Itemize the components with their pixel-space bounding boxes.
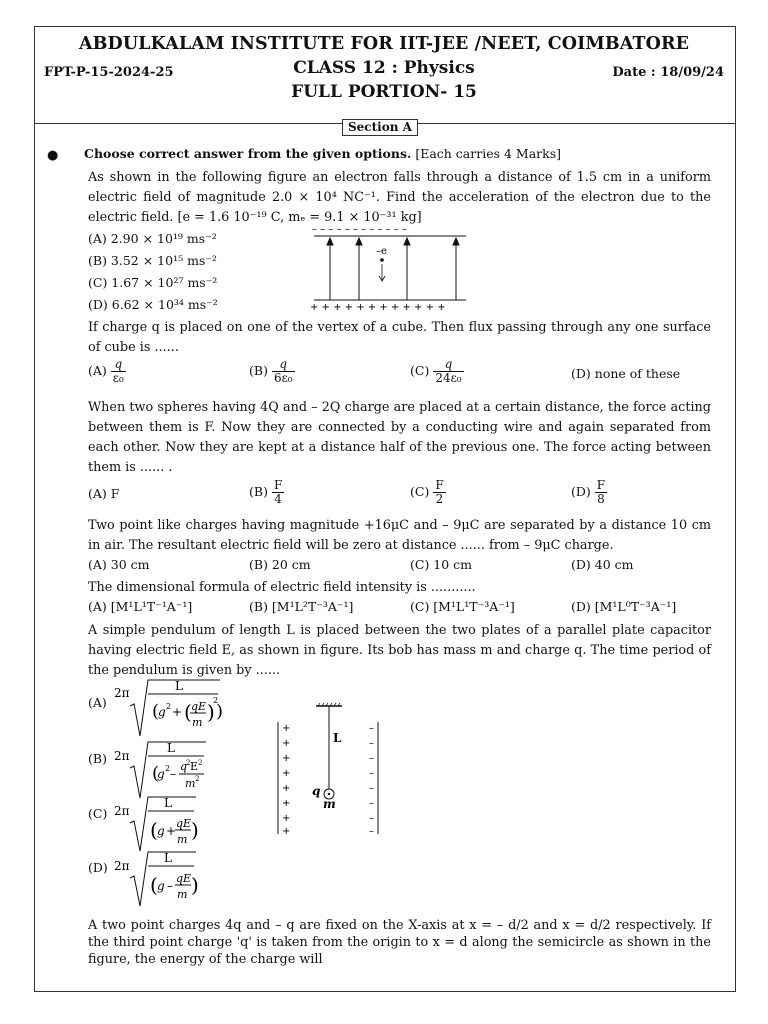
- q3-a-text: F: [110, 486, 120, 501]
- positive-plate-labels: [282, 723, 290, 837]
- svg-text:g: g: [157, 767, 165, 781]
- q3-option-c: [410, 479, 446, 506]
- svg-text:m: m: [177, 888, 188, 901]
- negative-plate-signs: – – – – – – – – – – – –: [312, 224, 407, 235]
- question-7-text: A two point charges 4q and – q are fixed on the X-axis at x = – d/2 and x = d/2 respectively. If the third point charge 'q' is taken from the origin to x = d along the semicircle as shown in the figure, the energy of the charge will: [88, 918, 711, 967]
- svg-text:2: 2: [166, 702, 172, 711]
- svg-text:E: E: [190, 760, 199, 773]
- svg-text:(: (: [184, 700, 192, 724]
- instruction: [84, 146, 561, 161]
- pendulum-length-label: L: [333, 731, 342, 745]
- q3-option-d: [571, 479, 607, 506]
- section-label: Section A: [342, 119, 418, 136]
- q2-c-label: (C): [410, 363, 430, 378]
- svg-text:–: –: [369, 783, 374, 794]
- q6-a-num: L: [175, 679, 183, 693]
- svg-text:): ): [191, 873, 199, 897]
- question-2-text: If charge q is placed on one of the vertex of a cube. Then flux passing through any one surface of cube is ......: [88, 320, 711, 355]
- svg-text:): ): [207, 700, 215, 724]
- q3-c-den: 2: [435, 492, 444, 506]
- bob-charge-label: q: [312, 784, 321, 798]
- svg-text:g: g: [157, 879, 165, 893]
- svg-text:qE: qE: [176, 817, 192, 830]
- test-code: FPT-P-15-2024-25: [44, 65, 174, 80]
- q4-option-d: (D) 40 cm: [571, 557, 634, 572]
- q3-b-den: 4: [274, 492, 282, 506]
- q5-option-a: (A) [M¹L¹T⁻¹A⁻¹]: [88, 599, 193, 614]
- q3-b-num: F: [273, 478, 283, 492]
- svg-text:+: +: [282, 798, 291, 809]
- svg-text:–: –: [369, 723, 374, 734]
- bullet-icon: ●: [47, 148, 59, 163]
- q6-d-label: (D): [88, 860, 108, 875]
- q2-b-den: 6ε₀: [273, 371, 293, 385]
- electron-field-figure: [310, 226, 470, 314]
- question-5-text: The dimensional formula of electric field intensity is ...........: [88, 580, 476, 595]
- q2-option-a: [88, 358, 126, 385]
- svg-text:2: 2: [195, 775, 200, 783]
- svg-text:2: 2: [186, 759, 191, 767]
- q2-d-text: none of these: [594, 366, 681, 381]
- q5-option-d: (D) [M¹L⁰T⁻³A⁻¹]: [571, 599, 677, 614]
- q2-option-b: [249, 358, 295, 385]
- svg-text:m: m: [177, 833, 188, 846]
- svg-text:–: –: [369, 738, 374, 749]
- svg-text:): ): [216, 701, 224, 722]
- q6-c-label: (C): [88, 806, 108, 821]
- bob-mass-label: m: [323, 797, 336, 811]
- q4-option-c: (C) 10 cm: [410, 557, 473, 572]
- q5-option-c: (C) [M¹L¹T⁻³A⁻¹]: [410, 599, 515, 614]
- electron-label: –e: [376, 246, 387, 257]
- svg-text:m: m: [192, 716, 203, 729]
- q1-option-b: (B) 3.52 × 10¹⁵ ms⁻²: [88, 253, 217, 268]
- negative-plate-labels: [369, 723, 374, 837]
- question-3-text: When two spheres having 4Q and – 2Q charge are placed at a certain distance, the force acting between them is F. Now they are connected by a conducting wire and again separated from each other. Now they are kept at a distance half of the previous one. The force acting between them is ...... .: [88, 400, 711, 475]
- q6-d-num: L: [164, 851, 172, 865]
- svg-text:+: +: [282, 768, 291, 779]
- svg-text:(: (: [150, 873, 158, 897]
- svg-text:+: +: [282, 738, 291, 749]
- svg-text:+: +: [282, 826, 291, 837]
- q2-b-num: q: [272, 358, 295, 372]
- class-subject: CLASS 12 : Physics: [293, 58, 475, 78]
- svg-text:+: +: [166, 824, 177, 838]
- q6-b-2pi: 2π: [114, 749, 130, 763]
- svg-text:–: –: [369, 753, 374, 764]
- q6-c-2pi: 2π: [114, 804, 130, 818]
- test-date: Date : 18/09/24: [612, 65, 724, 80]
- svg-text:2: 2: [198, 759, 203, 767]
- svg-text:–: –: [369, 826, 374, 837]
- q3-d-label: (D): [571, 484, 591, 499]
- q2-option-c: [410, 358, 464, 385]
- svg-text:+: +: [282, 783, 291, 794]
- q6-formula-d: [112, 848, 212, 908]
- svg-text:g: g: [158, 705, 166, 719]
- svg-text:–: –: [170, 767, 176, 781]
- svg-text:m: m: [185, 777, 196, 790]
- svg-text:g: g: [157, 824, 165, 838]
- q3-a-label: (A): [88, 486, 107, 501]
- svg-text:–: –: [369, 798, 374, 809]
- q6-formula-b: [112, 738, 212, 800]
- q3-b-label: (B): [249, 484, 268, 499]
- q2-a-den: ε₀: [112, 371, 124, 385]
- svg-text:2: 2: [213, 696, 219, 705]
- q6-b-label: (B): [88, 751, 107, 766]
- portion-title: FULL PORTION- 15: [291, 82, 477, 102]
- q3-option-b: [249, 479, 284, 506]
- q2-a-num: q: [111, 358, 126, 372]
- q4-option-b: (B) 20 cm: [249, 557, 311, 572]
- svg-text:2: 2: [165, 764, 171, 773]
- q2-c-num: q: [433, 358, 463, 372]
- positive-plate-signs: + + + + + + + + + + + +: [310, 302, 446, 313]
- q2-a-label: (A): [88, 363, 107, 378]
- q5-option-b: (B) [M¹L²T⁻³A⁻¹]: [249, 599, 354, 614]
- institute-name: ABDULKALAM INSTITUTE FOR IIT-JEE /NEET, COIMBATORE: [78, 34, 690, 54]
- q3-c-label: (C): [410, 484, 430, 499]
- q6-d-2pi: 2π: [114, 859, 130, 873]
- q2-option-d: [571, 366, 680, 381]
- svg-text:–: –: [167, 879, 173, 893]
- question-4-text: Two point like charges having magnitude +16μC and – 9μC are separated by a distance 10 cm in air. The resultant electric field will be zero at distance ...... from – 9μC charge.: [88, 518, 711, 553]
- q2-d-label: (D): [571, 366, 591, 381]
- q6-c-num: L: [164, 796, 172, 810]
- q6-formula-a: [112, 676, 232, 740]
- q3-c-num: F: [435, 478, 444, 492]
- q2-c-den: 24ε₀: [435, 371, 462, 385]
- svg-text:+: +: [282, 813, 291, 824]
- svg-text:qE: qE: [191, 700, 207, 713]
- q1-option-d: (D) 6.62 × 10³⁴ ms⁻²: [88, 297, 218, 312]
- svg-text:(: (: [150, 818, 158, 842]
- svg-text:(: (: [152, 701, 160, 722]
- svg-text:–: –: [369, 768, 374, 779]
- q6-a-label: (A): [88, 695, 107, 710]
- q4-option-a: (A) 30 cm: [88, 557, 150, 572]
- q6-b-num: L: [167, 741, 175, 755]
- svg-text:+: +: [172, 705, 183, 719]
- svg-text:(: (: [152, 763, 160, 784]
- instruction-marks: [Each carries 4 Marks]: [415, 146, 562, 161]
- svg-text:q: q: [180, 760, 188, 773]
- q3-d-den: 8: [597, 492, 605, 506]
- q3-option-a: [88, 486, 119, 501]
- svg-text:+: +: [282, 723, 291, 734]
- q1-option-a: (A) 2.90 × 10¹⁹ ms⁻²: [88, 231, 217, 246]
- pendulum-capacitor-figure: [272, 700, 387, 840]
- svg-text:+: +: [282, 753, 291, 764]
- q1-option-c: (C) 1.67 × 10²⁷ ms⁻²: [88, 275, 218, 290]
- q2-b-label: (B): [249, 363, 268, 378]
- instruction-main: Choose correct answer from the given options.: [84, 146, 412, 161]
- svg-text:): ): [191, 818, 199, 842]
- q6-a-2pi: 2π: [114, 686, 130, 700]
- question-6-text: A simple pendulum of length L is placed between the two plates of a parallel plate capacitor having electric field E, as shown in figure. Its bob has mass m and charge q. The time period of the pendulum is given by ......: [88, 623, 711, 678]
- q6-formula-c: [112, 793, 212, 853]
- svg-text:–: –: [369, 813, 374, 824]
- q3-d-num: F: [596, 478, 606, 492]
- svg-text:qE: qE: [176, 872, 192, 885]
- question-1-text: As shown in the following figure an electron falls through a distance of 1.5 cm in a uniform electric field of magnitude 2.0 × 10⁴ NC⁻¹. Find the acceleration of the electron due to the electric field. [e = 1.6 10⁻¹⁹ C, mₑ = 9.1 × 10⁻³¹ kg]: [88, 170, 711, 225]
